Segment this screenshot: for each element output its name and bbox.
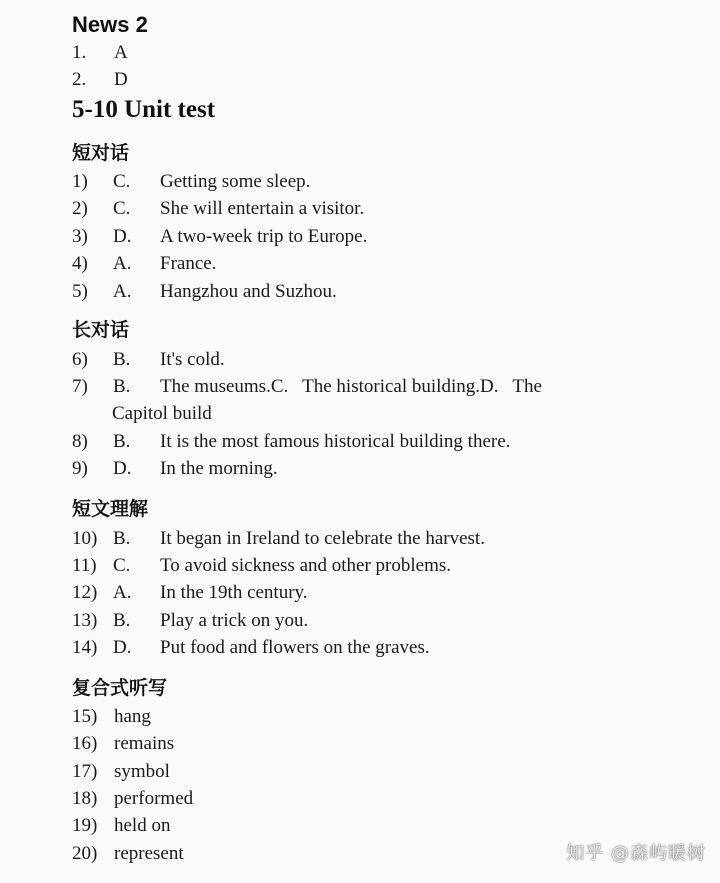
dictation-heading: 复合式听写 bbox=[72, 677, 168, 699]
unit-test-heading: 5-10 Unit test bbox=[72, 96, 216, 123]
answer-key-page: News 2 1. A 2. D 5-10 Unit test 短对话 1) C. Getting some sleep. 2) C. She will entertain a visitor. 3) D. A two-week trip to Europe. 4) A. France. 5) A. Hangzhou and Suzhou. 长对话 6) B. It's cold. 7) B. The museums.C. The historical building.D. The Capitol build 8) B. It is the most famous historical building there. 9) D. In the morning. 短文理解 10) B. It began in Ireland to celebrate the harvest. 11) C. To avoid sickness and other problems. 12) A. In the 19th century. 13) B. Play a trick on you. 14) D. Put food and flowers on the graves. 复合式听写 15) hang 16) remains 17) symbol 18) performed 19) held on 20) represent 知乎 @森屿暖树 bbox=[72, 12, 706, 864]
watermark: 知乎 @森屿暖树 bbox=[566, 843, 706, 864]
short-dialogues-heading: 短对话 bbox=[72, 142, 130, 164]
passage-heading: 短文理解 bbox=[72, 498, 149, 520]
long-dialogues-heading: 长对话 bbox=[72, 319, 130, 341]
news2-heading: News 2 bbox=[72, 12, 148, 37]
